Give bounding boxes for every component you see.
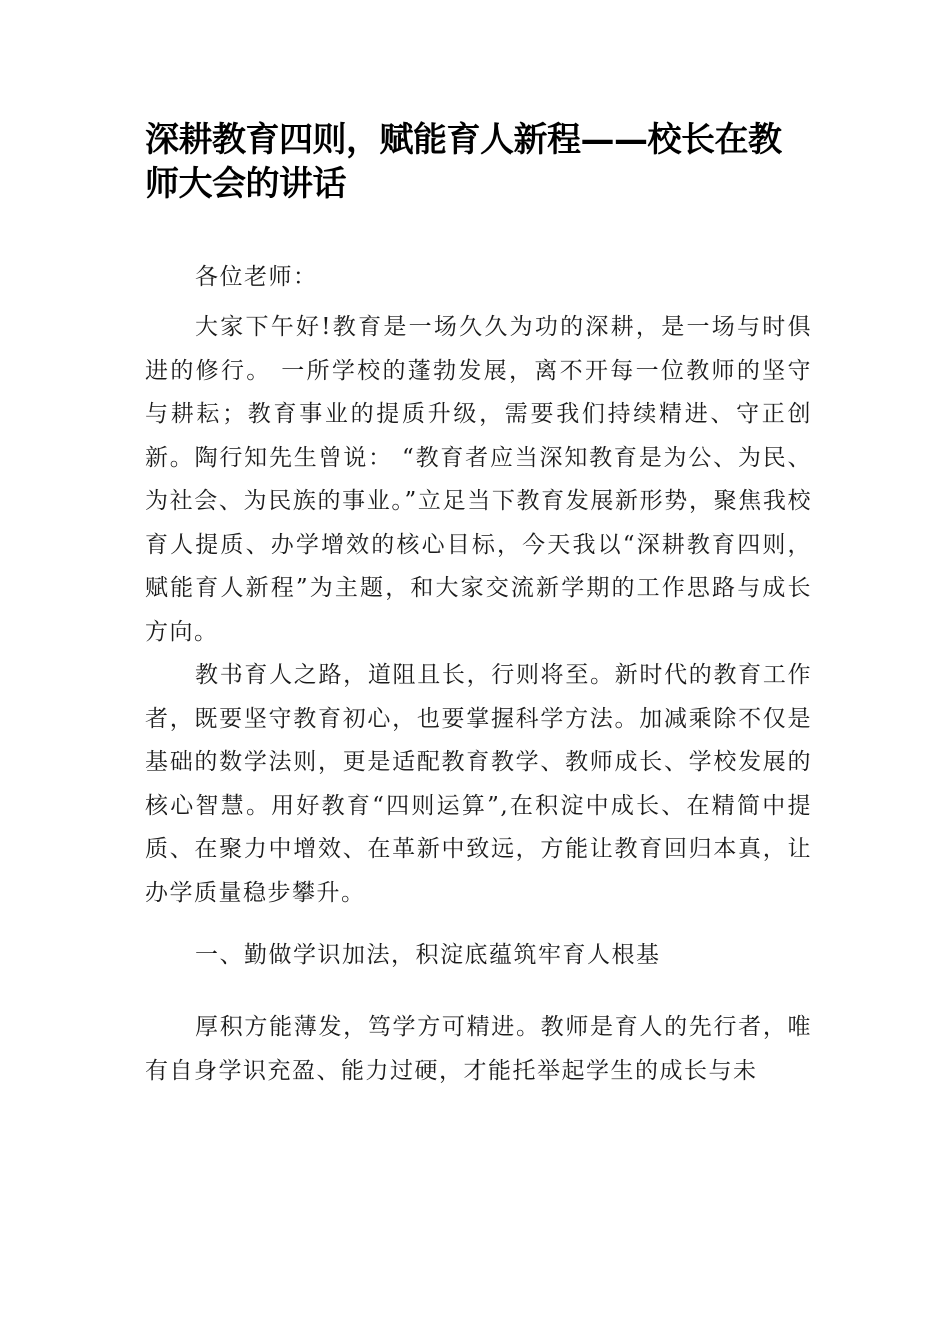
section-heading: 一、勤做学识加法，积淀底蕴筑牢育人根基 <box>195 942 661 968</box>
section-paragraph: 厚积方能薄发，笃学方可精进。教师是育人的先行者，唯有自身学识充盈、能力过硬，才能托举起学生的成长与未 <box>145 1014 812 1084</box>
salutation: 各位老师： <box>195 264 318 290</box>
paragraph-greeting: 大家下午好!教育是一场久久为功的深耕，是一场与时俱进的修行。 一所学校的蓬勃发展，离不开每一位教师的坚守与耕耘；教育事业的提质升级，需要我们持续精进、守正创新。陶行知先生曾说： “教育者应当深知教育是为公、为民、为社会、为民族的事业。”立足当下教育发展新形势，聚焦我校育人提质、办学增效的核心目标，今天我以“深耕教育四则，赋能育人新程”为主题，和大家交流新学期的工作思路与成长方向。 <box>145 314 812 645</box>
paragraph-four-operations: 教书育人之路，道阻且长，行则将至。新时代的教育工作者，既要坚守教育初心，也要掌握科学方法。加减乘除不仅是基础的数学法则，更是适配教育教学、教师成长、学校发展的核心智慧。用好教育“四则运算”,在积淀中成长、在精简中提质、在聚力中增效、在革新中致远，方能让教育回归本真，让办学质量稳步攀升。 <box>145 662 812 906</box>
document-title: 深耕教育四则，赋能育人新程——校长在教师大会的讲话 <box>145 120 782 204</box>
